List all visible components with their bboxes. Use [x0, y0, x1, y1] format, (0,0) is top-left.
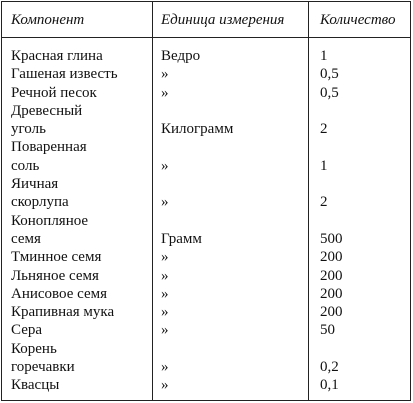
table-row	[2, 248, 410, 266]
table-row	[2, 303, 410, 321]
cell-unit: »	[161, 377, 169, 394]
cell-unit: »	[161, 157, 169, 174]
cell-component: Речной песок	[11, 84, 97, 101]
cell-unit: Ведро	[161, 48, 201, 64]
cell-unit: »	[161, 322, 169, 339]
cell-quantity: 500	[320, 230, 343, 247]
table-row	[2, 47, 410, 65]
cell-quantity: 200	[320, 267, 343, 284]
cell-quantity: 1	[320, 157, 328, 174]
table-row	[2, 340, 410, 377]
cell-component: Крапивная мука	[11, 304, 115, 321]
table-row	[2, 175, 410, 212]
cell-quantity: 200	[320, 285, 343, 302]
cell-component: Конопляное семя	[11, 212, 89, 247]
cell-unit: Килограмм	[161, 121, 234, 138]
cell-component: Поваренная соль	[11, 139, 87, 174]
table-row	[2, 84, 410, 102]
cell-component: Тминное семя	[11, 249, 102, 266]
header-unit: Единица измерения	[161, 12, 285, 28]
table-body	[2, 47, 410, 395]
header-quantity: Количество	[320, 12, 396, 28]
cell-component: Корень горечавки	[11, 340, 75, 376]
cell-unit: »	[161, 304, 169, 321]
cell-quantity: 200	[320, 249, 343, 266]
cell-component: Яичная скорлупа	[11, 176, 69, 211]
components-table	[1, 1, 411, 401]
cell-component: Анисовое семя	[11, 285, 108, 302]
cell-quantity: 0,2	[320, 359, 339, 376]
cell-component: Квасцы	[11, 377, 60, 394]
header-component: Компонент	[11, 12, 85, 28]
cell-unit: »	[161, 359, 169, 376]
table-row	[2, 321, 410, 339]
cell-quantity: 2	[320, 121, 328, 138]
cell-unit: »	[161, 84, 169, 101]
table-row	[2, 212, 410, 249]
cell-unit: Грамм	[161, 230, 202, 247]
table-row	[2, 376, 410, 394]
cell-quantity: 50	[320, 322, 335, 339]
cell-unit: »	[161, 285, 169, 302]
cell-quantity: 1	[320, 48, 328, 64]
cell-component: Древесный уголь	[11, 102, 83, 138]
cell-quantity: 200	[320, 304, 343, 321]
cell-quantity: 0,5	[320, 66, 339, 83]
table-row	[2, 138, 410, 175]
cell-unit: »	[161, 66, 169, 83]
table-row	[2, 267, 410, 285]
cell-component: Красная глина	[11, 48, 103, 64]
cell-component: Сера	[11, 322, 43, 339]
cell-unit: »	[161, 267, 169, 284]
cell-unit: »	[161, 249, 169, 266]
table-header	[2, 2, 410, 38]
cell-unit: »	[161, 194, 169, 211]
cell-quantity: 2	[320, 194, 328, 211]
cell-component: Льняное семя	[11, 267, 99, 284]
cell-quantity: 0,5	[320, 84, 339, 101]
cell-quantity: 0,1	[320, 377, 339, 394]
table-row	[2, 102, 410, 139]
cell-component: Гашеная известь	[11, 66, 118, 83]
table-row	[2, 285, 410, 303]
table-row	[2, 65, 410, 83]
